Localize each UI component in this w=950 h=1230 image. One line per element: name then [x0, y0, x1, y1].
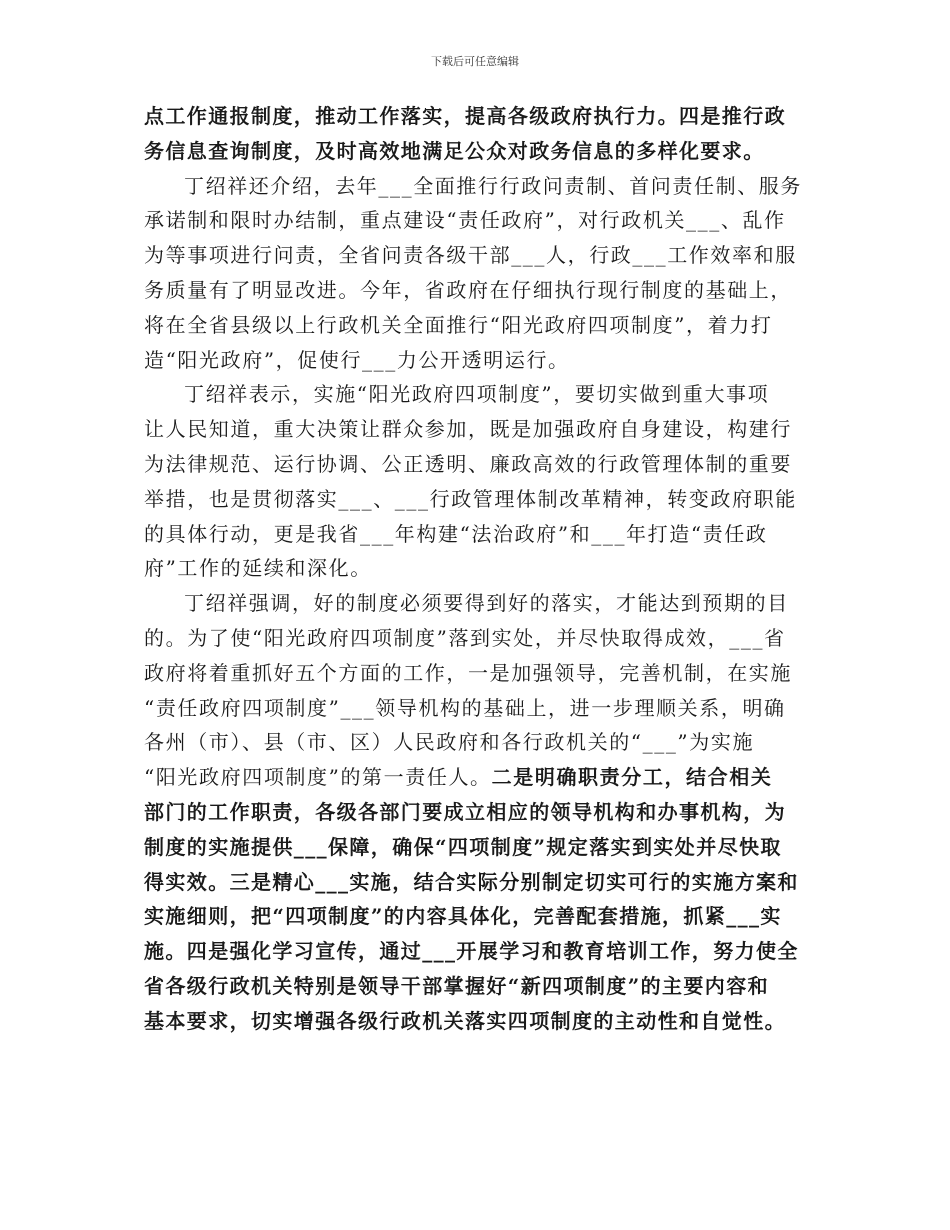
text-line: 部门的工作职责，各级各部门要成立相应的领导机构和办事机构，为: [144, 799, 786, 824]
text-line: 省各级行政机关特别是领导干部掌握好“新四项制度”的主要内容和: [144, 973, 770, 998]
text-segment-bold: 二是明确职责分工，结合相关: [491, 765, 773, 790]
text-line: 制度的实施提供___保障，确保“四项制度”规定落实到实处并尽快取: [144, 834, 782, 859]
text-line: 府”工作的延续和深化。: [144, 556, 372, 581]
text-line: 将在全省县级以上行政机关全面推行“阳光政府四项制度”，着力打: [144, 312, 773, 337]
text-line: 的。为了使“阳光政府四项制度”落到实处，并尽快取得成效，___省: [144, 625, 786, 650]
text-line: 的具体行动，更是我省___年构建“法治政府”和___年打造“责任政: [144, 521, 768, 546]
text-line: 得实效。三是精心___实施，结合实际分别制定切实可行的实施方案和: [144, 869, 799, 894]
paragraph-start-line: 丁绍祥还介绍，去年___全面推行行政问责制、首问责任制、服务: [184, 173, 802, 198]
paragraph-start-line: 丁绍祥强调，好的制度必须要得到好的落实，才能达到预期的目: [184, 591, 789, 616]
text-line: 为等事项进行问责，全省问责各级干部___人，行政___工作效率和服: [144, 243, 797, 268]
text-line: 点工作通报制度，推动工作落实，提高各级政府执行力。四是推行政: [144, 104, 786, 128]
text-line: 务质量有了明显改进。今年，省政府在仔细执行现行制度的基础上，: [144, 277, 792, 302]
text-line: 举措，也是贯彻落实___、___行政管理体制改革精神，转变政府职能: [144, 486, 797, 511]
text-line: 基本要求，切实增强各级行政机关落实四项制度的主动性和自觉性。: [144, 1008, 786, 1033]
text-line: 为法律规范、运行协调、公正透明、廉政高效的行政管理体制的重要: [144, 451, 792, 476]
text-line: 造“阳光政府”，促使行___力公开透明运行。: [144, 347, 570, 372]
paragraph-start-line: 丁绍祥表示，实施“阳光政府四项制度”，要切实做到重大事项: [184, 382, 770, 407]
page-header: 下载后可任意编辑: [431, 55, 519, 68]
mixed-weight-line: [144, 760, 810, 795]
document-body: [144, 99, 810, 1039]
text-line: 各州（市）、县（市、区）人民政府和各行政机关的“___”为实施: [144, 730, 755, 755]
text-line: 政府将着重抓好五个方面的工作，一是加强领导，完善机制，在实施: [144, 660, 792, 685]
text-line: 施。四是强化学习宣传，通过___开展学习和教育培训工作，努力使全: [144, 939, 799, 964]
text-segment-normal: “阳光政府四项制度”的第一责任人。: [144, 765, 492, 790]
text-line: 实施细则，把“四项制度”的内容具体化，完善配套措施，抓紧___实: [144, 904, 782, 929]
text-line: “责任政府四项制度”___领导机构的基础上，进一步理顺关系，明确: [144, 695, 786, 720]
text-line: 承诺制和限时办结制，重点建设“责任政府”，对行政机关___、乱作: [144, 208, 786, 233]
text-line: 让人民知道，重大决策让群众参加，既是加强政府自身建设，构建行: [144, 417, 792, 442]
text-line: 务信息查询制度，及时高效地满足公众对政务信息的多样化要求。: [144, 138, 765, 163]
